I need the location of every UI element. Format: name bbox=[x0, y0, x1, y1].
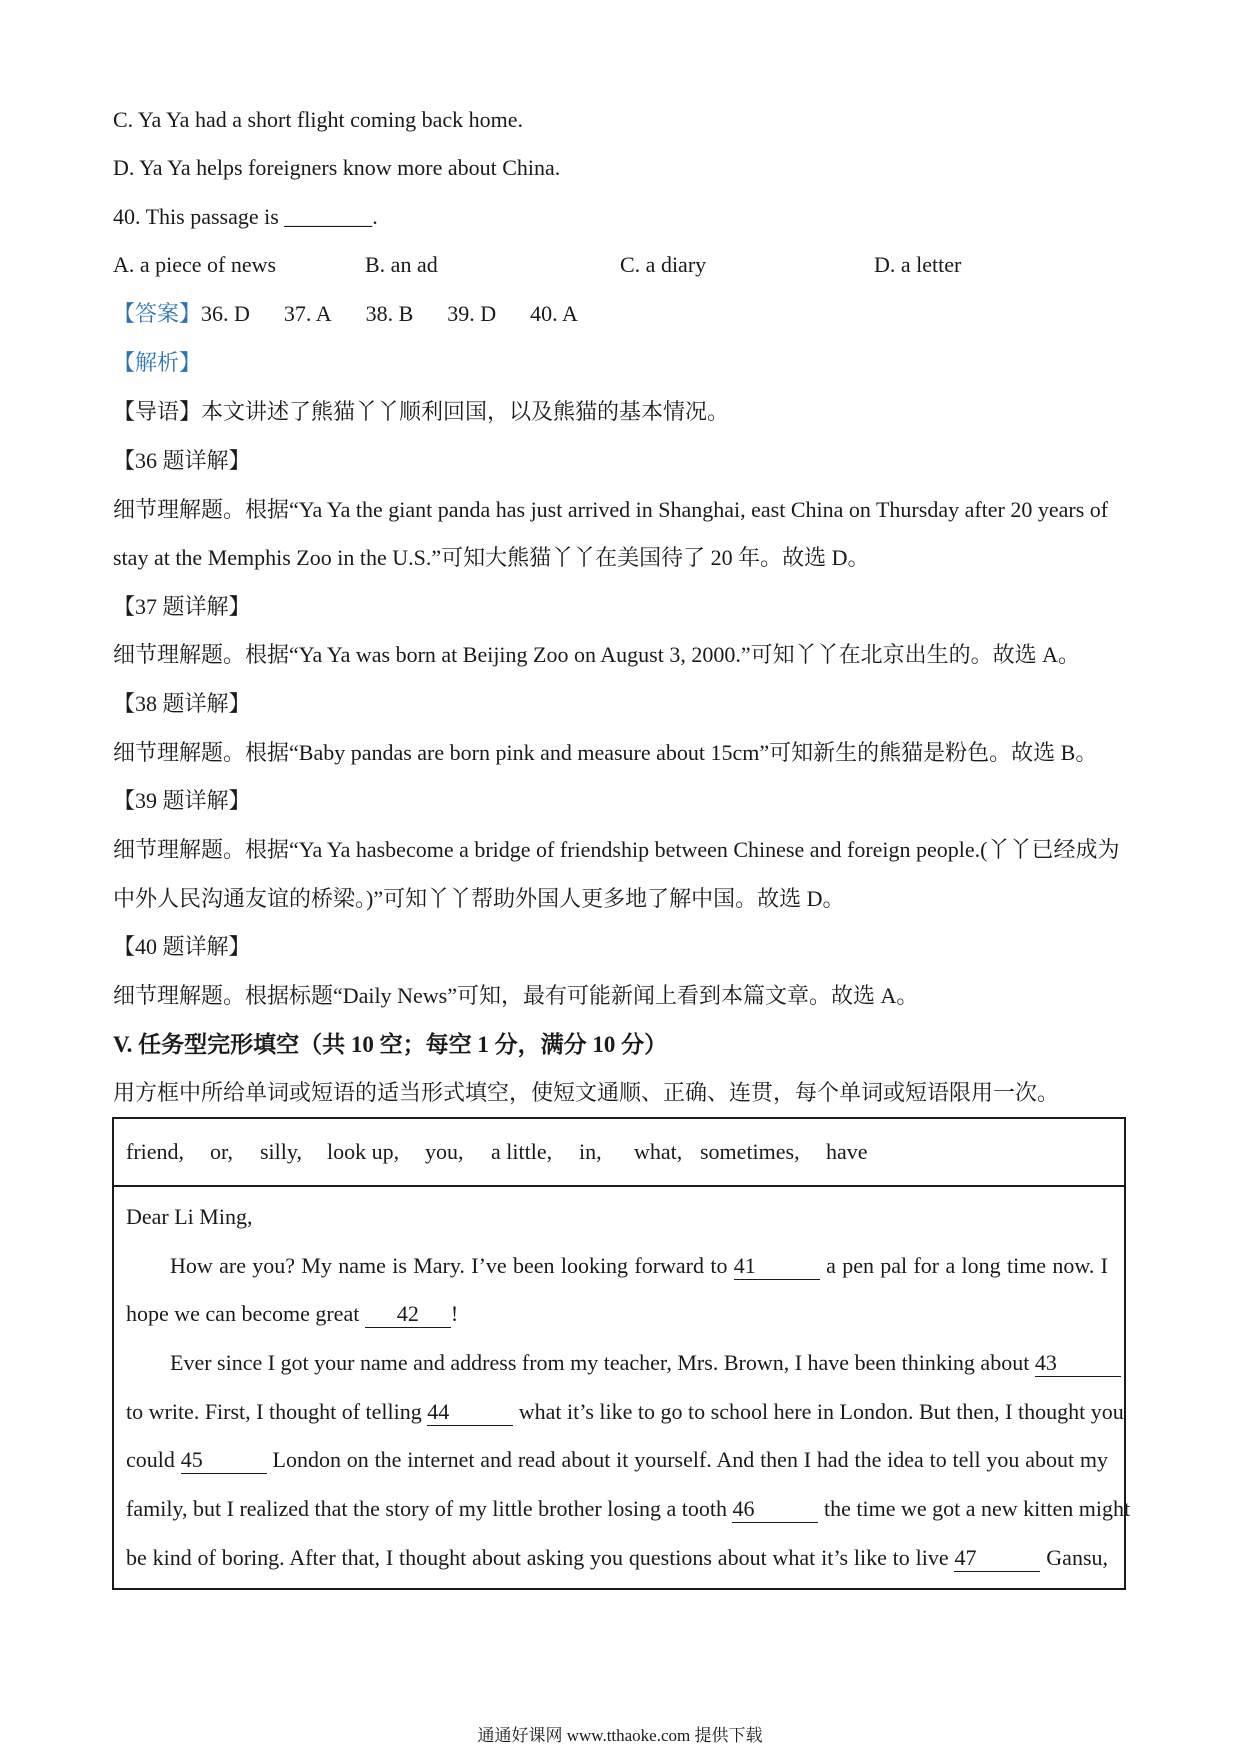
question-40-options bbox=[113, 250, 961, 280]
letter-line: to write. First, I thought of telling 44 what it’s like to go to school here in London. But then, I thought you bbox=[126, 1399, 1124, 1424]
answer-item: 39. D bbox=[447, 301, 497, 326]
letter-line: hope we can become great 42 ! bbox=[126, 1301, 459, 1326]
detail-36-line-2: stay at the Memphis Zoo in the U.S.”可知大熊猫丫丫在美国待了 20 年。故选 D。 bbox=[113, 545, 870, 570]
answer-line bbox=[113, 299, 612, 329]
word-bank-item: what, bbox=[634, 1139, 683, 1164]
word-bank-item: sometimes, bbox=[700, 1139, 800, 1164]
option-c: C. a diary bbox=[620, 252, 707, 277]
letter-line: be kind of boring. After that, I thought about asking you questions about what it’s like to live 47 Gansu, bbox=[126, 1545, 1109, 1570]
detail-39-line-1: 细节理解题。根据“Ya Ya hasbecome a bridge of friendship between Chinese and foreign people.(丫丫已经成为 bbox=[113, 837, 1120, 862]
option-a: A. a piece of news bbox=[113, 252, 277, 277]
blank-46: 46 bbox=[732, 1497, 818, 1523]
answer-item: 37. A bbox=[283, 301, 332, 326]
detail-39-heading: 【39 题详解】 bbox=[113, 788, 251, 813]
analysis-label: 【解析】 bbox=[113, 350, 202, 375]
section-title: V. 任务型完形填空（共 10 空；每空 1 分，满分 10 分） bbox=[113, 1032, 668, 1057]
cloze-box bbox=[112, 1117, 1131, 1590]
blank-41: 41 bbox=[734, 1254, 820, 1280]
word-bank bbox=[114, 1119, 1124, 1187]
guide-text: 【导语】本文讲述了熊猫丫丫顺利回国，以及熊猫的基本情况。 bbox=[113, 399, 730, 424]
word-bank-item: or, bbox=[210, 1139, 233, 1164]
word-bank-item: a little, bbox=[491, 1139, 553, 1164]
detail-39-line-2: 中外人民沟通友谊的桥梁。)”可知丫丫帮助外国人更多地了解中国。故选 D。 bbox=[113, 886, 845, 911]
answer-item: 36. D bbox=[201, 301, 250, 326]
word-bank-item: have bbox=[826, 1139, 868, 1164]
detail-38-heading: 【38 题详解】 bbox=[113, 691, 251, 716]
section-instruction: 用方框中所给单词或短语的适当形式填空，使短文通顺、正确、连贯，每个单词或短语限用一次。 bbox=[113, 1080, 1060, 1105]
letter-line: family, but I realized that the story of my little brother losing a tooth 46 the time we got a new kitten might bbox=[126, 1496, 1131, 1521]
page-footer: 通通好课网 www.tthaoke.com 提供下载 bbox=[477, 1726, 763, 1745]
detail-40-heading: 【40 题详解】 bbox=[113, 934, 251, 959]
option-b: B. an ad bbox=[365, 252, 438, 277]
answer-item: 40. A bbox=[530, 301, 578, 326]
letter-line: could 45 London on the internet and read about it yourself. And then I had the idea to tell you about my bbox=[126, 1447, 1109, 1472]
word-bank-item: in, bbox=[579, 1139, 602, 1164]
detail-37-line-1: 细节理解题。根据“Ya Ya was born at Beijing Zoo on August 3, 2000.”可知丫丫在北京出生的。故选 A。 bbox=[113, 642, 1080, 667]
blank-47: 47 bbox=[954, 1546, 1040, 1572]
question-40-stem: 40. This passage is ________. bbox=[113, 204, 378, 229]
letter-line: Ever since I got your name and address from my teacher, Mrs. Brown, I have been thinking about 43 bbox=[170, 1348, 1108, 1378]
blank-43: 43 bbox=[1035, 1351, 1121, 1377]
blank-45: 45 bbox=[181, 1448, 267, 1474]
letter-line: How are you? My name is Mary. I’ve been looking forward to 41 a pen pal for a long time now. I bbox=[170, 1253, 1109, 1278]
option-d: D. a letter bbox=[874, 252, 962, 277]
answer-label: 【答案】 bbox=[113, 301, 202, 326]
detail-38-line-1: 细节理解题。根据“Baby pandas are born pink and measure about 15cm”可知新生的熊猫是粉色。故选 B。 bbox=[113, 740, 1098, 765]
detail-36-line-1: 细节理解题。根据“Ya Ya the giant panda has just arrived in Shanghai, east China on Thursday after 20 years of bbox=[113, 497, 1109, 522]
detail-40-line-1: 细节理解题。根据标题“Daily News”可知，最有可能新闻上看到本篇文章。故选 A。 bbox=[113, 983, 919, 1008]
word-bank-item: silly, bbox=[260, 1139, 302, 1164]
word-bank-item: you, bbox=[425, 1139, 464, 1164]
letter-greeting: Dear Li Ming, bbox=[126, 1204, 253, 1229]
word-bank-item: look up, bbox=[327, 1139, 400, 1164]
word-bank-item: friend, bbox=[126, 1139, 185, 1164]
blank-42: 42 bbox=[365, 1302, 451, 1328]
answer-item: 38. B bbox=[365, 301, 414, 326]
option-d-q39: D. Ya Ya helps foreigners know more about China. bbox=[113, 155, 561, 180]
blank-44: 44 bbox=[427, 1400, 513, 1426]
option-c-q39: C. Ya Ya had a short flight coming back home. bbox=[113, 107, 524, 132]
detail-37-heading: 【37 题详解】 bbox=[113, 594, 251, 619]
detail-36-heading: 【36 题详解】 bbox=[113, 448, 251, 473]
